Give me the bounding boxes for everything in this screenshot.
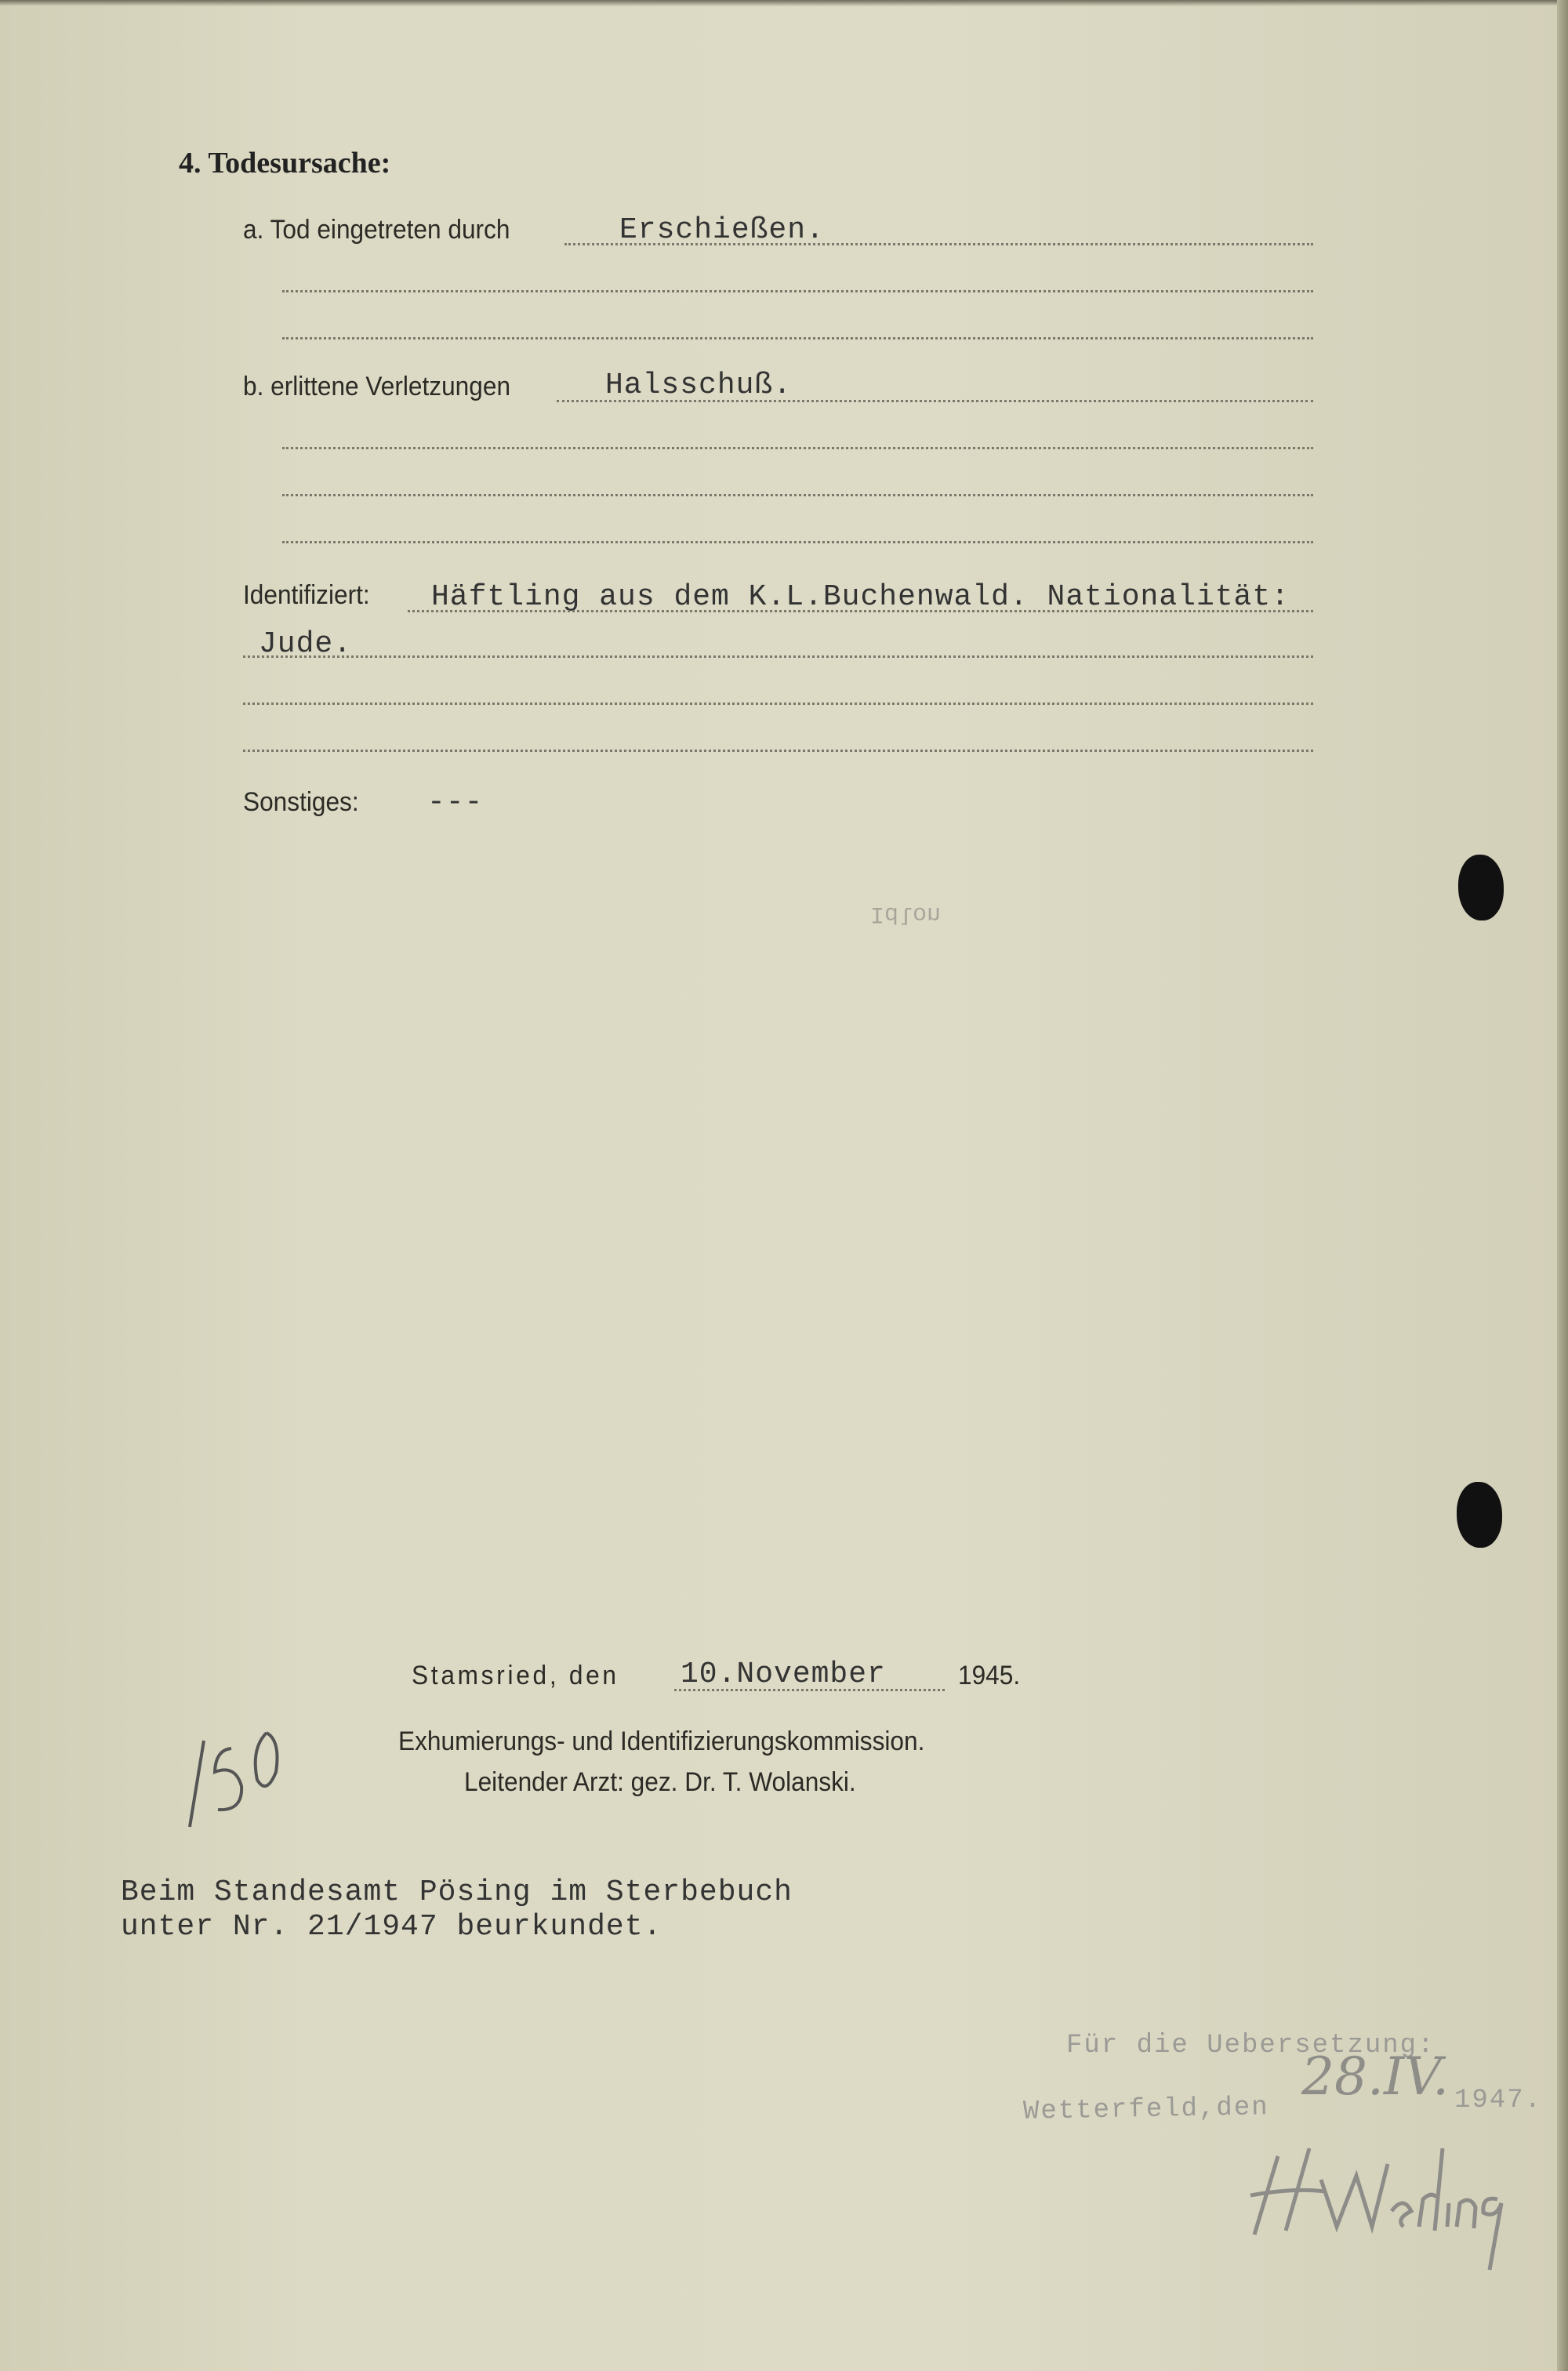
date-line (674, 1689, 945, 1691)
identified-value-line1: Häftling aus dem K.L.Buchenwald. Nationalität: (431, 580, 1290, 614)
identified-line-4 (243, 750, 1313, 752)
cause-line-2 (282, 290, 1313, 292)
cause-line-3 (282, 337, 1313, 339)
identified-value-line2: Jude. (259, 627, 353, 661)
injuries-line-4 (282, 541, 1313, 543)
stamp-place: Wetterfeld,den (1022, 2093, 1269, 2127)
stamp-handwritten-date: 28.IV. (1301, 2046, 1450, 2107)
injuries-line-1 (557, 400, 1313, 402)
paper-right-edge (1557, 0, 1568, 2371)
cause-value: Erschießen. (619, 213, 825, 247)
identified-line-2 (243, 655, 1313, 658)
stamp-year: 1947. (1454, 2086, 1543, 2115)
registry-note-line2: unter Nr. 21/1947 beurkundet. (121, 1910, 662, 1944)
signature-year: 1945. (958, 1661, 1021, 1690)
misc-label: Sonstiges: (243, 787, 359, 817)
section-heading: 4. Todesursache: (179, 147, 391, 180)
place-date-label: Stamsried, den (412, 1661, 619, 1690)
injuries-line-3 (282, 494, 1313, 496)
commission-name: Exhumierungs- und Identifizierungskommission. (398, 1727, 925, 1756)
registry-note-line1: Beim Standesamt Pösing im Sterbebuch (121, 1875, 793, 1909)
identified-line-1 (408, 610, 1313, 612)
handwritten-page-number (180, 1717, 298, 1843)
cause-label: a. Tod eingetreten durch (243, 215, 510, 245)
identified-line-3 (243, 703, 1313, 705)
handwritten-signature (1247, 2133, 1513, 2274)
signature-date: 10.November (681, 1658, 886, 1691)
punch-hole-top (1458, 855, 1504, 920)
cause-line-1 (564, 243, 1313, 245)
injuries-line-2 (282, 447, 1313, 449)
paper-top-edge (0, 0, 1568, 6)
misc-value: --- (427, 786, 484, 819)
stamp-line1: Für die Uebersetzung: (1066, 2031, 1436, 2061)
doctor-name: Leitender Arzt: gez. Dr. T. Wolanski. (464, 1767, 856, 1797)
injuries-value: Halsschuß. (605, 369, 793, 402)
identified-label: Identifiziert: (243, 580, 370, 610)
bleed-through-text: Idlon (870, 900, 942, 927)
punch-hole-bottom (1457, 1482, 1502, 1548)
injuries-label: b. erlittene Verletzungen (243, 372, 511, 401)
